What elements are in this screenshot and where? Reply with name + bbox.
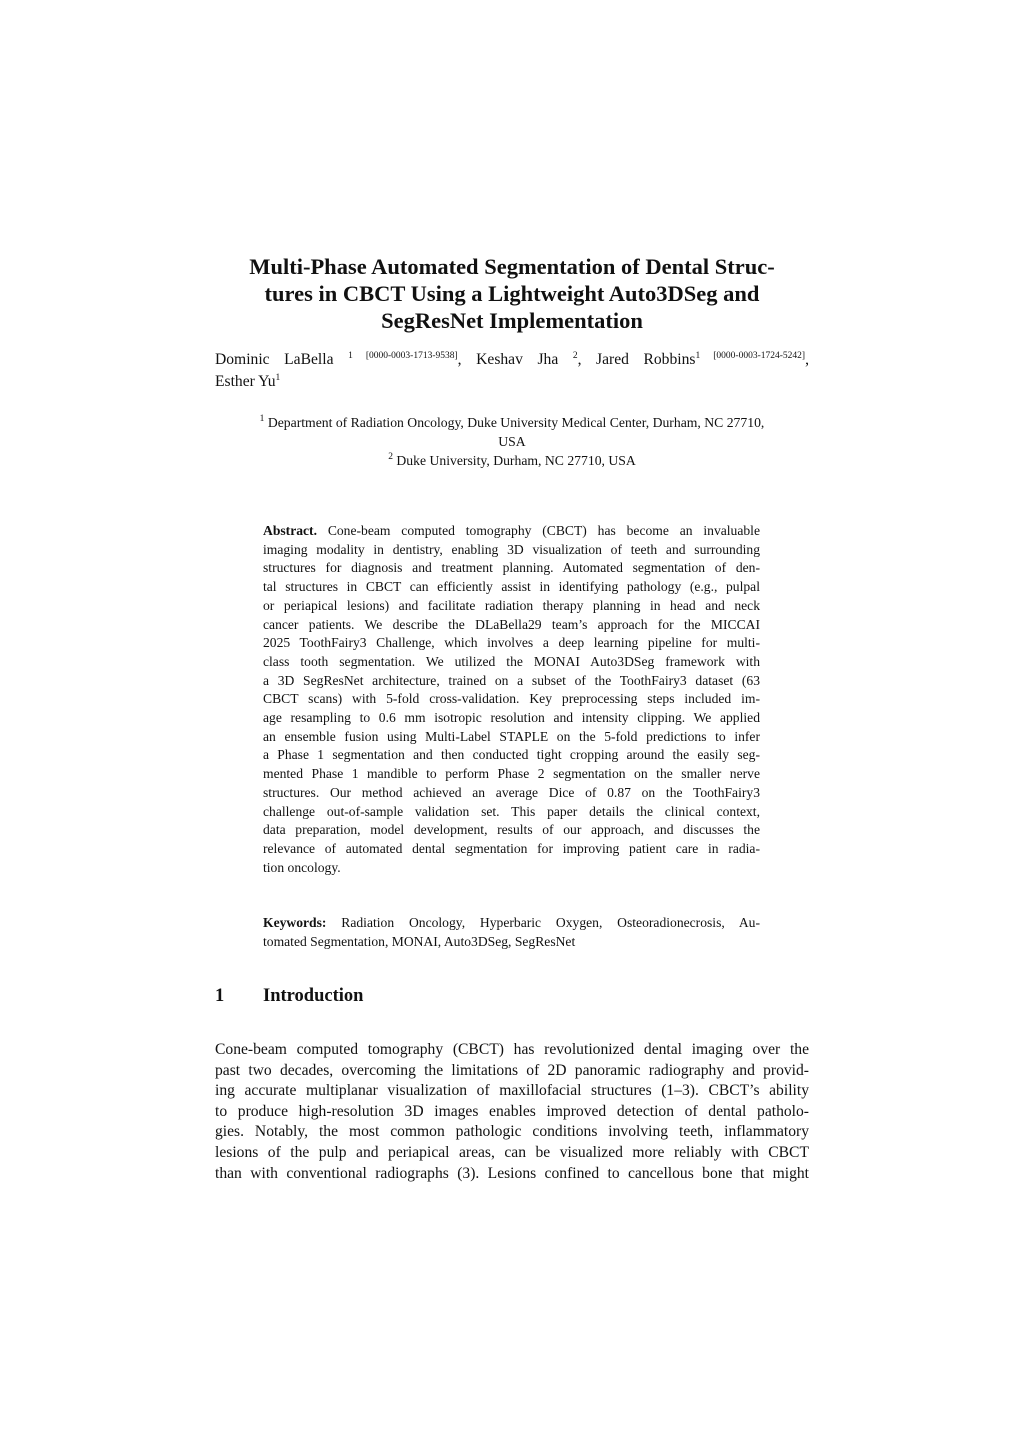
affiliation-mark: 1 [259, 414, 265, 424]
abstract-line: an ensemble fusion using Multi-Label STAPLE on the 5-fold predictions to infer [263, 728, 760, 744]
abstract-line: cancer patients. We describe the DLaBella29 team’s approach for the MICCAI [263, 616, 760, 632]
abstract-line: class tooth segmentation. We utilized the MONAI Auto3DSeg framework with [263, 653, 760, 669]
abstract-line: data preparation, model development, results of our approach, and discusses the [263, 822, 760, 838]
affiliation-1 [215, 413, 809, 432]
abstract-line: mented Phase 1 mandible to perform Phase 2 segmentation on the smaller nerve [263, 766, 760, 782]
affiliation-mark: 2 [388, 452, 393, 462]
abstract-line: structures for diagnosis and treatment planning. Automated segmentation of den- [263, 560, 760, 576]
affiliation-2 [215, 451, 809, 470]
abstract-line: tion oncology. [263, 859, 341, 875]
author-name: , Keshav Jha [457, 351, 559, 368]
abstract-line: 2025 ToothFairy3 Challenge, which involves a deep learning pipeline for multi- [263, 635, 760, 651]
body-line: than with conventional radiographs (3). Lesions confined to cancellous bone that might [215, 1164, 809, 1182]
title-line: SegResNet Implementation [381, 308, 643, 333]
affiliations [215, 413, 809, 470]
body-line: to produce high-resolution 3D images enables improved detection of dental patholo- [215, 1102, 809, 1120]
author-affiliation-mark: 2 [572, 351, 578, 361]
body-line: gies. Notably, the most common pathologic conditions involving teeth, inflammatory [215, 1123, 809, 1141]
abstract-line: CBCT scans) with 5-fold cross-validation. Key preprocessing steps included im- [263, 691, 760, 707]
section-title: Introduction [263, 986, 364, 1006]
abstract-line: structures. Our method achieved an average Dice of 0.87 on the ToothFairy3 [263, 784, 760, 800]
affiliation-text: Department of Radiation Oncology, Duke University Medical Center, Durham, NC 27710, [264, 415, 765, 430]
author-list [215, 349, 809, 393]
section-heading [215, 984, 363, 1008]
keywords-text: Radiation Oncology, Hyperbaric Oxygen, Osteoradionecrosis, Au- [326, 915, 760, 930]
author-line [215, 371, 809, 393]
abstract [263, 522, 760, 877]
affiliation-text: Duke University, Durham, NC 27710, USA [392, 453, 636, 468]
abstract-line: challenge out-of-sample validation set. This paper details the clinical context, [263, 803, 760, 819]
keywords-line [263, 913, 760, 932]
keywords-label: Keywords: [263, 915, 327, 930]
abstract-line: age resampling to 0.6 mm isotropic resolution and intensity clipping. We applied [263, 710, 760, 726]
abstract-line: tal structures in CBCT can efficiently assist in identifying pathology (e.g., pulpal [263, 579, 760, 595]
intro-paragraph [215, 1040, 809, 1184]
paper-title [215, 253, 809, 334]
author-line [215, 349, 809, 371]
body-line: ing accurate multiplanar visualization of maxillofacial structures (1–3). CBCT’s ability [215, 1082, 809, 1100]
keywords-line: tomated Segmentation, MONAI, Auto3DSeg, SegResNet [263, 934, 576, 949]
keywords [263, 913, 760, 951]
author-separator: , [805, 351, 809, 368]
body-line: lesions of the pulp and periapical areas, can be visualized more reliably with CBCT [215, 1143, 809, 1161]
abstract-line: or periapical lesions) and facilitate radiation therapy planning in head and neck [263, 597, 760, 613]
author-name: , Jared Robbins [577, 351, 696, 368]
author-name: Esther Yu [215, 373, 276, 390]
abstract-line: a 3D SegResNet architecture, trained on a subset of the ToothFairy3 dataset (63 [263, 672, 760, 688]
title-line: tures in CBCT Using a Lightweight Auto3DSeg and [264, 281, 760, 306]
body-line: past two decades, overcoming the limitations of 2D panoramic radiography and provid- [215, 1061, 809, 1079]
abstract-label: Abstract. [263, 523, 317, 538]
abstract-line [263, 522, 760, 541]
abstract-line: imaging modality in dentistry, enabling 3D visualization of teeth and surrounding [263, 541, 760, 557]
affiliation-1-cont: USA [498, 434, 526, 449]
abstract-line: a Phase 1 segmentation and then conducted tight cropping around the easily seg- [263, 747, 760, 763]
abstract-text: Cone-beam computed tomography (CBCT) has become an invaluable [316, 523, 760, 538]
author-name: Dominic LaBella [215, 351, 334, 368]
author-affiliation-mark: 1 [0000-0003-1713-9538] [348, 351, 458, 361]
body-line: Cone-beam computed tomography (CBCT) has revolutionized dental imaging over the [215, 1041, 809, 1058]
author-affiliation-mark: 1 [0000-0003-1724-5242] [695, 351, 806, 361]
section-number: 1 [215, 986, 225, 1006]
author-affiliation-mark: 1 [275, 373, 281, 383]
abstract-line: relevance of automated dental segmentation for improving patient care in radia- [263, 840, 760, 856]
title-line: Multi-Phase Automated Segmentation of Dental Struc- [249, 254, 775, 279]
